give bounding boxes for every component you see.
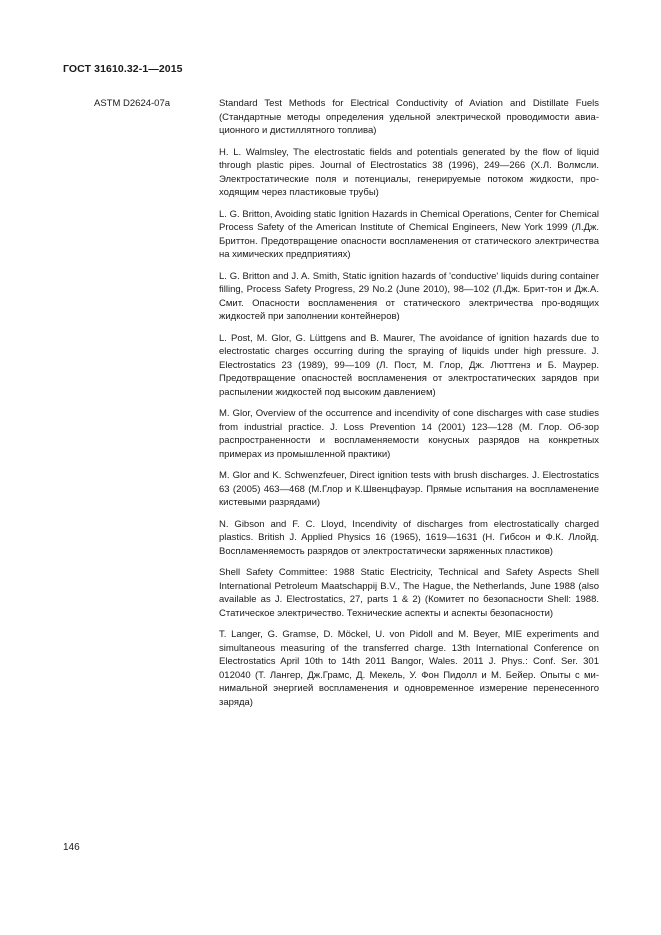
page-header-standard-code: ГОСТ 31610.32-1—2015 — [63, 63, 183, 75]
reference-item — [94, 566, 599, 620]
reference-item — [94, 146, 599, 200]
reference-text: T. Langer, G. Gramse, D. Möckel, U. von Pidoll and M. Beyer, MIE experiments and simultaneous measuring of the transferred charge. 13th International Conference on Electrostatics April 10th to 14th 2011 Bangor, Wales. 2011 J. Phys.: Conf. Ser. 301 012040 (Т. Лангер, Дж.Грамс, Д. Мекель, У. Фон Пидолл и М. Бейер. Опыты с ми-нимальной энергией воспламенения и одновременное измерение перенесенного заряда) — [219, 629, 599, 708]
reference-code — [94, 518, 219, 559]
reference-item — [94, 407, 599, 461]
reference-item — [94, 628, 599, 709]
reference-code: ASTM D2624-07a — [94, 98, 171, 109]
reference-text: L. Post, M. Glor, G. Lüttgens and B. Maurer, The avoidance of ignition hazards due to electrostatic charges occurring during the spraying of liquids under high pressure. J. Electrostatics 23 (1989), 99—109 (Л. Пост, М. Глор, Дж. Люттгенз и Б. Маурер. Предотвращение опасностей воспламенения от электростатических зарядов при распылении жидкостей под высоким давлением) — [219, 332, 599, 398]
page-number: 146 — [63, 842, 80, 853]
reference-code — [94, 208, 219, 262]
reference-item — [94, 332, 599, 400]
reference-code — [94, 469, 219, 510]
reference-text: Standard Test Methods for Electrical Conductivity of Aviation and Distillate Fuels (Стандартные методы определения удельной электрической проводимости авиа-ционного и дистиллятного топлива) — [219, 98, 599, 136]
reference-text: Shell Safety Committee: 1988 Static Electricity, Technical and Safety Aspects Shell International Petroleum Maatschappij B.V., The Hague, the Netherlands, June 1988 (also available as J. Electrostatics, 27, parts 1 & 2) (Комитет по безопасности Shell: 1988. Статическое электричество. Технические аспекты и аспекты безопасности) — [219, 567, 599, 619]
reference-list — [94, 97, 599, 717]
reference-code — [94, 566, 219, 620]
reference-text: L. G. Britton, Avoiding static Ignition Hazards in Chemical Operations, Center for Chemical Process Safety of the American Institute of Chemical Engineers, New York 1999 (Л.Дж. Бриттон. Предотвращение опасности воспламенения от статического электричества на химических предприятиях) — [219, 208, 599, 260]
reference-item — [94, 97, 599, 138]
reference-code — [94, 270, 219, 324]
reference-text: H. L. Walmsley, The electrostatic fields and potentials generated by the flow of liquid through plastic pipes. Journal of Electrostatics 38 (1996), 249—266 (Х.Л. Волмсли. Электростатические поля и потенциалы, генерируемые потоком жидкости, про-ходящим через пластиковые трубы) — [219, 146, 599, 198]
reference-text: N. Gibson and F. C. Lloyd, Incendivity of discharges from electrostatically charged plastics. British J. Applied Physics 16 (1965), 1619—1631 (Н. Гибсон и Ф.К. Ллойд. Воспламеняемость разрядов от электростатически заряженных пластиков) — [219, 518, 599, 557]
reference-code — [94, 628, 219, 709]
reference-code — [94, 146, 219, 200]
reference-text: L. G. Britton and J. A. Smith, Static ignition hazards of 'conductive' liquids during container filling, Process Safety Progress, 29 No.2 (June 2010), 98—102 (Л.Дж. Брит-тон и Дж.А. Смит. Опасности воспламенения от статического электричества про-водящих жидкостей при заполнении контейнеров) — [219, 270, 599, 322]
reference-text: M. Glor and K. Schwenzfeuer, Direct ignition tests with brush discharges. J. Electrostatics 63 (2005) 463—468 (М.Глор и К.Швенцфауэр. Прямые испытания на воспламенение кистевыми разрядами) — [219, 470, 599, 508]
reference-text: M. Glor, Overview of the occurrence and incendivity of cone discharges with case studies from industrial practice. J. Loss Prevention 14 (2001) 123—128 (М. Глор. Об-зор распространенности и воспламеняемости конусных разрядов на конкретных примерах из промышленной практики) — [219, 408, 599, 460]
reference-item — [94, 518, 599, 559]
reference-code — [94, 407, 219, 461]
reference-code — [94, 332, 219, 400]
reference-item — [94, 270, 599, 324]
reference-item — [94, 208, 599, 262]
reference-item — [94, 469, 599, 510]
